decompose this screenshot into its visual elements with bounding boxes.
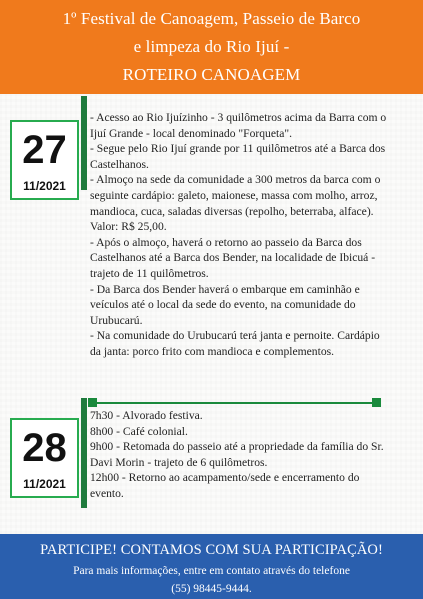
schedule-line: 9h00 - Retomada do passeio até a propriedade da família do Sr. xyxy=(90,440,384,454)
footer-phone-number[interactable]: (55) 98445-9444. xyxy=(171,583,252,595)
schedule-line: da janta: porco frito com mandioca e complementos. xyxy=(90,344,335,358)
day-2-accent-bar xyxy=(81,398,87,508)
schedule-line: Davi Morin - trajeto de 6 quilômetros. xyxy=(90,455,268,469)
schedule-line: Ijuí Grande - local denominado "Forqueta". xyxy=(90,126,292,140)
schedule-line: seguinte cardápio: galeto, maionese, massa com molho, arroz, xyxy=(90,188,378,202)
divider-dot-right xyxy=(372,398,381,407)
day-1-month: 11/2021 xyxy=(23,179,66,193)
footer-call-to-action: PARTICIPE! CONTAMOS COM SUA PARTICIPAÇÃO! xyxy=(40,542,383,558)
schedule-line: Valor: R$ 25,00. xyxy=(90,220,167,234)
schedule-line: - Da Barca dos Bender haverá o embarque em caminhão e xyxy=(90,282,360,296)
schedule-line: Urubucarú. xyxy=(90,313,143,327)
schedule-line: Castelhanos. xyxy=(90,157,149,171)
day-1-number: 27 xyxy=(22,128,67,172)
schedule-line: 8h00 - Café colonial. xyxy=(90,424,188,438)
day-2-schedule xyxy=(90,408,418,502)
day-2-date-box xyxy=(10,418,79,498)
header-banner xyxy=(0,0,423,94)
section-divider-line xyxy=(90,402,377,404)
header-title-line-2: e limpeza do Rio Ijuí - xyxy=(133,37,290,56)
day-1-accent-bar xyxy=(81,96,87,190)
schedule-line: 12h00 - Retorno ao acampamento/sede e encerramento do xyxy=(90,471,360,485)
schedule-line: - Acesso ao Rio Ijuízinho - 3 quilômetros acima da Barra com o xyxy=(90,111,387,124)
footer-contact-info: Para mais informações, entre em contato através do telefone xyxy=(73,565,350,577)
schedule-line: mandioca, cuca, saladas diversas (repolho, beterraba, alface). xyxy=(90,204,374,218)
schedule-line: - Segue pelo Rio Ijuí grande por 11 quilômetros até a Barca dos xyxy=(90,142,386,156)
header-title-line-1: 1º Festival de Canoagem, Passeio de Barco xyxy=(62,9,361,28)
schedule-line: Castelhanos até a Barca dos Bender, na localidade de Ibicuá - xyxy=(90,251,376,265)
day-2-number: 28 xyxy=(22,426,67,470)
schedule-line: trajeto de 11 quilômetros. xyxy=(90,266,209,280)
divider-dot-left xyxy=(88,398,97,407)
day-1-schedule xyxy=(90,110,418,360)
schedule-line: - Após o almoço, haverá o retorno ao passeio da Barca dos xyxy=(90,235,362,249)
schedule-line: evento. xyxy=(90,486,124,500)
schedule-line: 7h30 - Alvorado festiva. xyxy=(90,409,203,422)
schedule-line: - Na comunidade do Urubucarú terá janta e pernoite. Cardápio xyxy=(90,329,380,343)
day-2-month: 11/2021 xyxy=(23,477,66,491)
footer-banner xyxy=(0,534,423,599)
schedule-line: - Almoço na sede da comunidade a 300 metros da barca com o xyxy=(90,173,381,187)
day-1-date-box xyxy=(10,120,79,200)
schedule-line: veículos até o local da sede do evento, na comunidade do xyxy=(90,298,356,312)
header-title-line-3: ROTEIRO CANOAGEM xyxy=(122,65,301,84)
